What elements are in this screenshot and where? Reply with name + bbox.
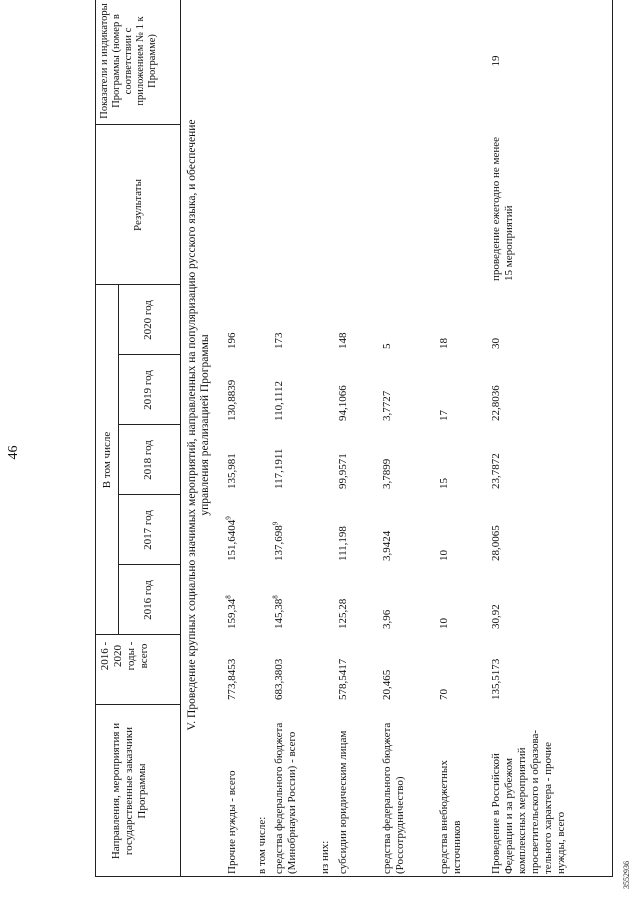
header-sep-8 — [95, 124, 180, 125]
header-indicators: Показатели и индикаторы Программы (номер в соответствии с приложением № 1 к Программе) — [99, 3, 158, 119]
value-cell: 130,8839 — [226, 379, 238, 421]
table-border-bottom — [612, 0, 613, 877]
header-directions: Направления, мероприятия и государственные заказчики Программы — [110, 722, 148, 860]
row-total: 773,8453 — [226, 658, 238, 700]
row-label: средства федерального бюджета (Россотрудничество) — [381, 722, 406, 874]
row-label: Проведение в Российской Федерации и за рубежом комплексных мероприятий просветительского и образова-тельного характера - прочие нужды, всего — [490, 729, 567, 874]
value-cell: 10 — [438, 618, 450, 629]
table-border-top — [95, 0, 96, 877]
row-label: в том числе: — [256, 816, 268, 874]
header-year-2020: 2020 год — [142, 300, 154, 340]
row-label: средства внебюджетных источников — [438, 760, 463, 874]
table-border-left — [95, 876, 612, 877]
value-cell: 99,9571 — [337, 453, 349, 489]
value-cell: 23,7872 — [490, 453, 502, 489]
header-year-2019: 2019 год — [142, 370, 154, 410]
value-cell: 145,38$^8$ — [271, 595, 285, 629]
header-year-2018: 2018 год — [142, 440, 154, 480]
row-total: 135,5173 — [490, 658, 502, 700]
value-cell: 148 — [337, 332, 349, 349]
value-cell: 3,7899 — [381, 458, 393, 489]
value-cell: 125,28 — [337, 598, 349, 629]
section-title: V. Проведение крупных социально значимых мероприятий, направленных на популяризацию русского языка, и обеспечение управления реализацией Программы — [186, 119, 211, 731]
value-cell: 3,7727 — [381, 390, 393, 421]
value-cell: 3,96 — [381, 609, 393, 629]
indicator-number: 19 — [490, 55, 502, 67]
value-cell: 117,1911 — [273, 448, 285, 489]
row-label: Прочие нужды - всего — [226, 770, 238, 874]
header-results: Результаты — [132, 179, 144, 231]
row-total: 70 — [438, 689, 450, 700]
value-cell: 151,6404$^9$ — [224, 516, 238, 561]
header-including: В том числе — [101, 431, 113, 489]
table-header-bottom — [180, 0, 181, 877]
value-cell: 137,698$^9$ — [271, 521, 285, 561]
value-cell: 94,1066 — [337, 385, 349, 421]
header-total: 2016 - 2020 годы - всего — [99, 641, 150, 671]
value-cell: 15 — [438, 478, 450, 489]
header-year-2016: 2016 год — [142, 580, 154, 620]
result-text: проведение ежегодно не менее 15 мероприятий — [490, 136, 515, 281]
value-cell: 30,92 — [490, 604, 502, 629]
value-cell: 10 — [438, 550, 450, 561]
value-cell: 17 — [438, 410, 450, 421]
value-cell: 111,198 — [337, 526, 349, 561]
row-label: средства федерального бюджета (Минобрнауки России) - всего — [273, 722, 298, 874]
row-label: субсидии юридическим лицам — [337, 730, 349, 874]
value-cell: 135,981 — [226, 453, 238, 489]
page-number: 46 — [6, 445, 21, 460]
value-cell: 5 — [381, 343, 393, 349]
value-cell: 159,34$^8$ — [224, 595, 238, 629]
document-code: 3552936 — [622, 861, 631, 889]
row-total: 683,3803 — [273, 658, 285, 700]
value-cell: 196 — [226, 332, 238, 349]
row-total: 578,5417 — [337, 658, 349, 700]
header-sep-1 — [95, 704, 180, 705]
value-cell: 22,8036 — [490, 385, 502, 421]
value-cell: 18 — [438, 338, 450, 349]
row-total: 20,465 — [381, 669, 393, 700]
value-cell: 28,0065 — [490, 525, 502, 561]
value-cell: 3,9424 — [381, 530, 393, 561]
value-cell: 110,1112 — [273, 380, 285, 421]
value-cell: 30 — [490, 338, 502, 349]
row-label: из них: — [319, 840, 331, 874]
value-cell: 173 — [273, 332, 285, 349]
header-subline — [118, 285, 119, 635]
header-year-2017: 2017 год — [142, 510, 154, 550]
